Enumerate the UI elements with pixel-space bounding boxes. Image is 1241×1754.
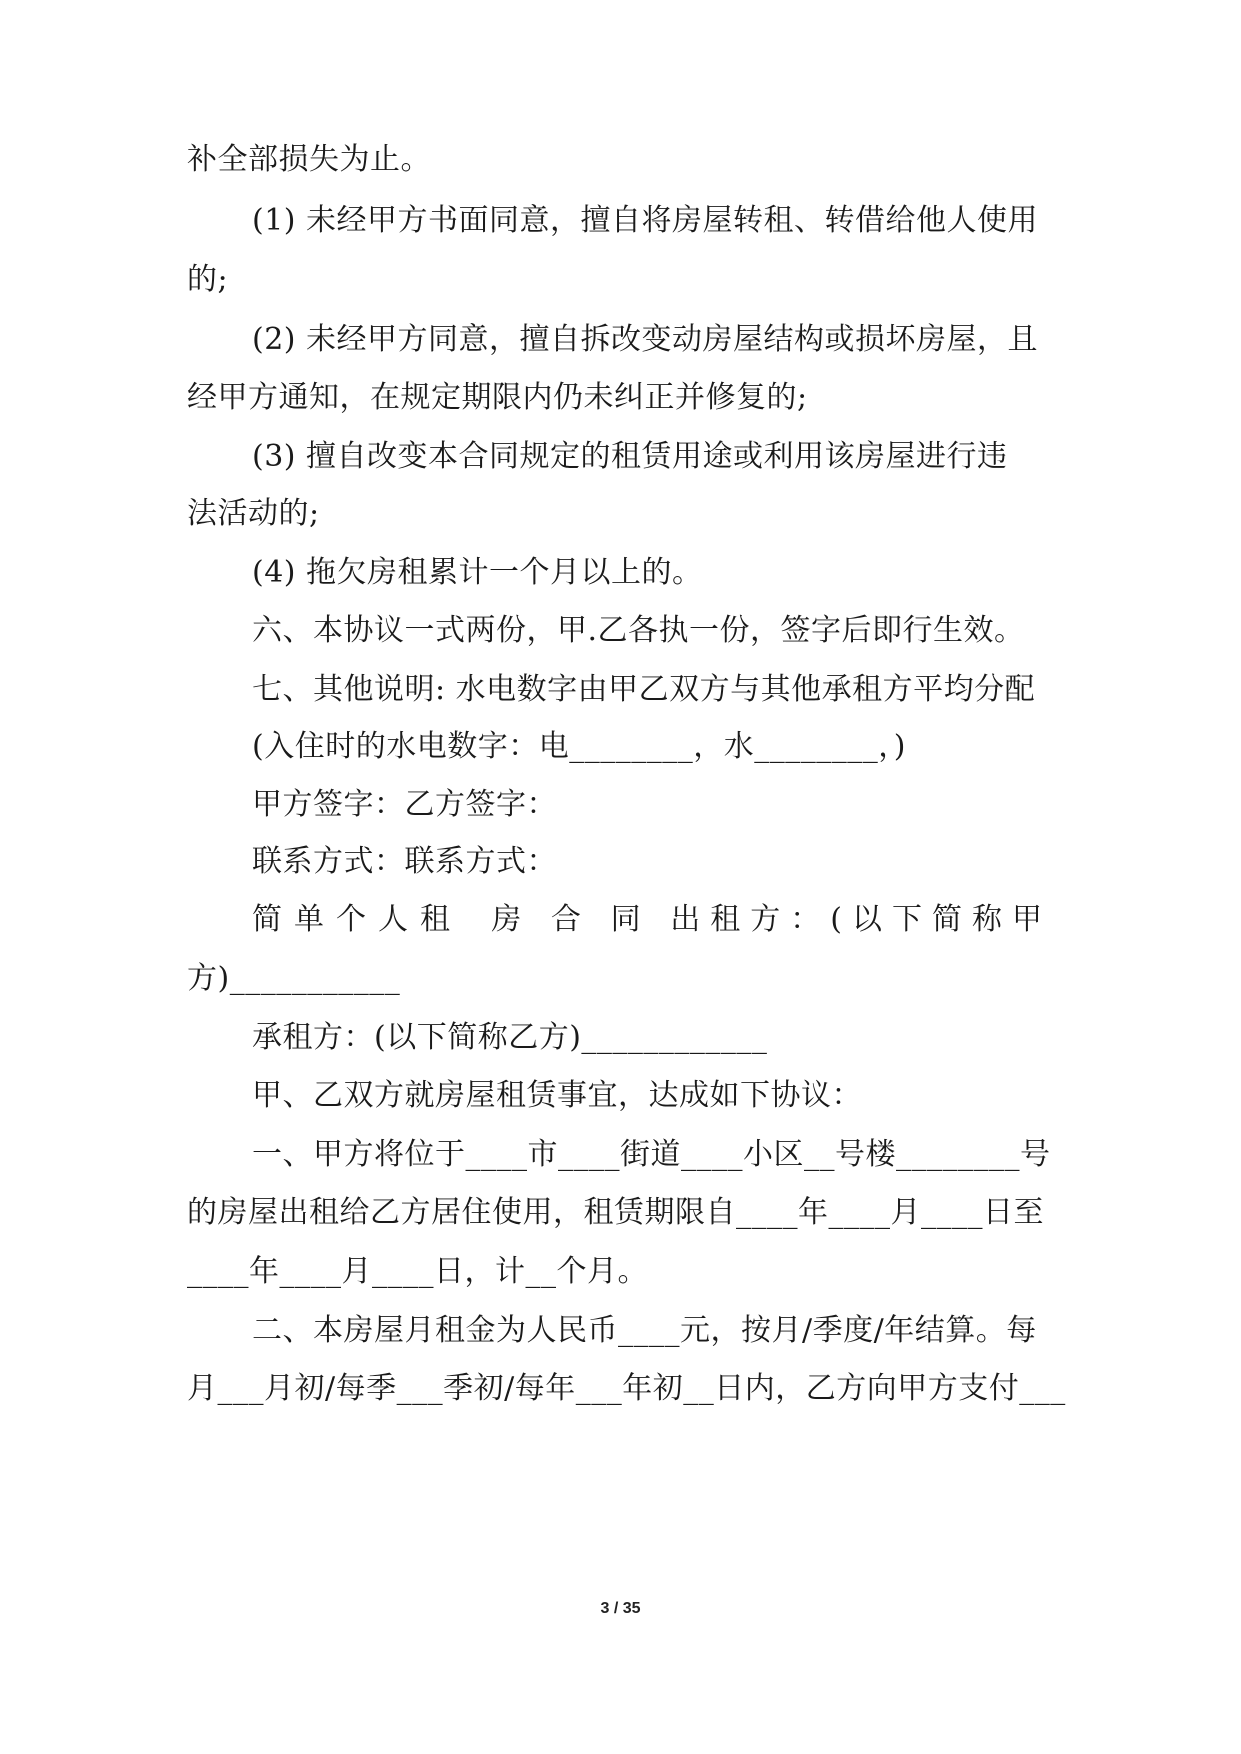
lessor-blank-line: 方)___________ <box>187 961 401 996</box>
lessee-line: 承租方：(以下简称乙方)____________ <box>252 1020 768 1055</box>
contact-line: 联系方式：联系方式： <box>252 844 557 879</box>
text-line: ____年____月____日，计__个月。 <box>187 1254 648 1289</box>
text-line: 的; <box>187 262 229 297</box>
signature-line: 甲方签字：乙方签字： <box>252 787 557 822</box>
text-line: 月___月初/每季___季初/每年___年初__日内，乙方向甲方支付___ <box>187 1371 1066 1406</box>
section-6-line: 六、本协议一式两份，甲.乙各执一份，签字后即行生效。 <box>252 613 1025 648</box>
text-line: 的房屋出租给乙方居住使用，租赁期限自____年____月____日至 <box>187 1195 1044 1230</box>
section-1-line: 一、甲方将位于____市____街道____小区__号楼________号 <box>252 1137 1051 1172</box>
section-7-line: 七、其他说明: 水电数字由甲乙双方与其他承租方平均分配 <box>252 672 1036 707</box>
contract-title-part: 同 <box>610 902 642 937</box>
contract-title-part: 合 <box>550 902 582 937</box>
clause-2-line: (2) 未经甲方同意，擅自拆改变动房屋结构或损坏房屋，且 <box>252 322 1039 357</box>
text-line: 补全部损失为止。 <box>187 142 431 177</box>
contract-title-part: 简单个人租 <box>252 902 462 937</box>
clause-4-line: (4) 拖欠房租累计一个月以上的。 <box>252 555 703 590</box>
text-line: 法活动的; <box>187 496 320 531</box>
contract-title-part: 房 <box>491 902 522 937</box>
page-number: 3 / 35 <box>600 1600 641 1617</box>
clause-1-line: (1) 未经甲方书面同意，擅自将房屋转租、转借给他人使用 <box>252 203 1039 238</box>
clause-3-line: (3) 擅自改变本合同规定的租赁用途或利用该房屋进行违 <box>252 439 1008 474</box>
lessor-label: 出租方：(以下简称甲 <box>670 902 1052 937</box>
utility-readings-line: (入住时的水电数字：电________，水________，) <box>252 729 906 764</box>
contract-title-line <box>252 900 1052 940</box>
text-line: 经甲方通知，在规定期限内仍未纠正并修复的; <box>187 380 808 415</box>
agreement-intro-line: 甲、乙双方就房屋租赁事宜，达成如下协议： <box>252 1078 862 1113</box>
section-2-line: 二、本房屋月租金为人民币____元，按月/季度/年结算。每 <box>252 1313 1037 1348</box>
